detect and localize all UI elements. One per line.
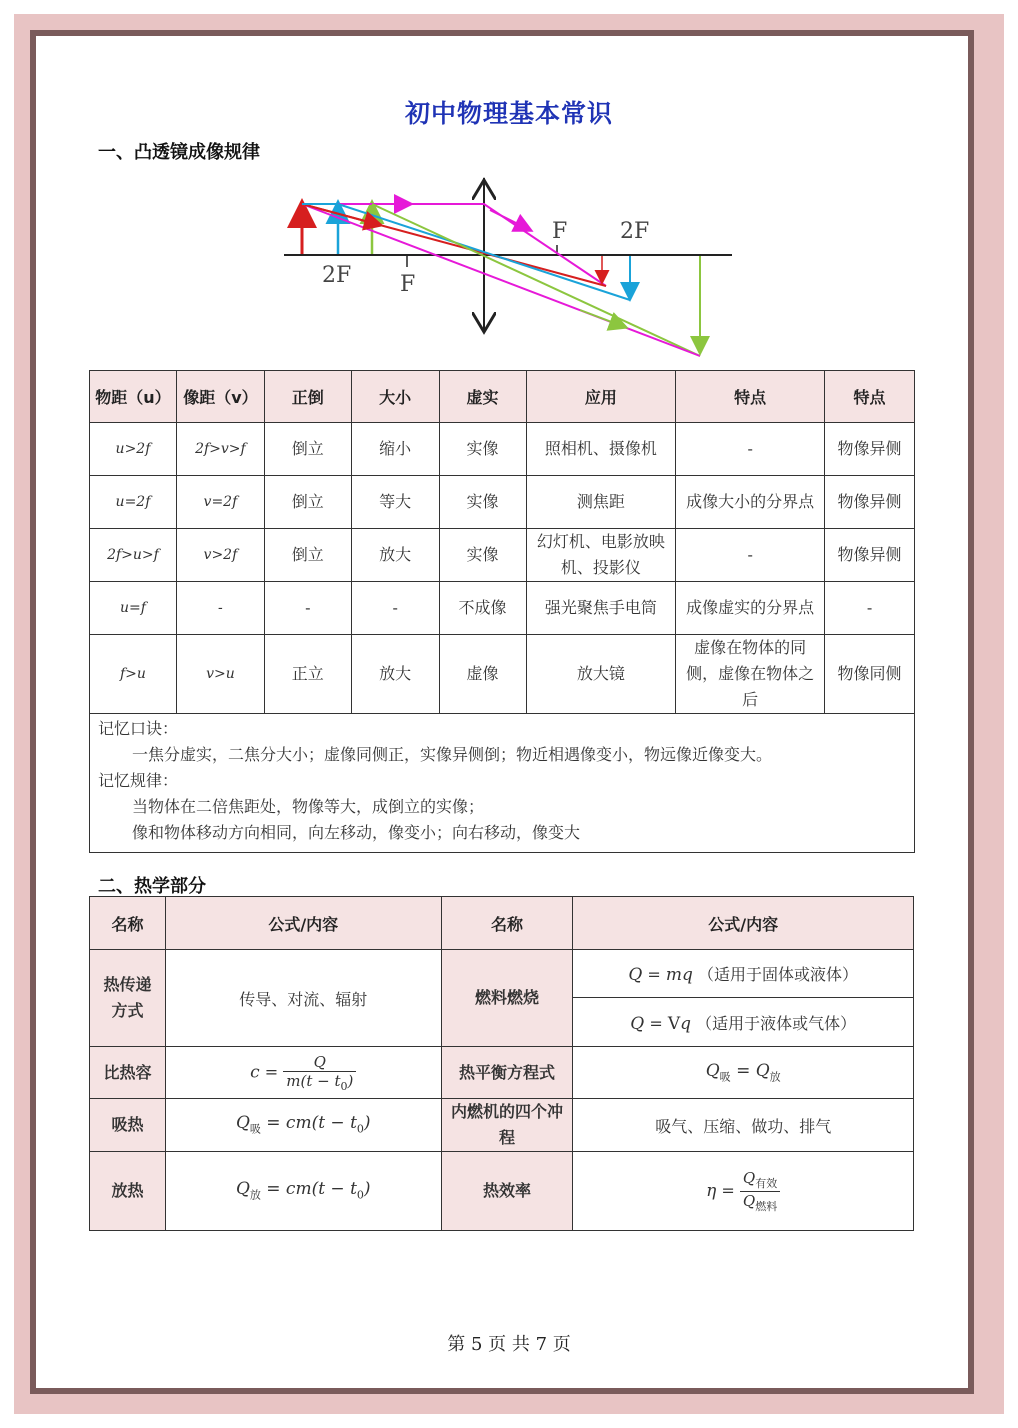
table-row (90, 476, 915, 529)
absorb-heat-name: 吸热 (90, 1099, 166, 1152)
header-cell: 公式/内容 (165, 897, 441, 950)
header-cell: 物距（u） (90, 371, 177, 423)
table-cell: v=2f (176, 476, 264, 529)
label-f-left: F (400, 272, 416, 297)
page-title: 初中物理基本常识 (404, 99, 613, 128)
heat-transfer-content: 传导、对流、辐射 (165, 950, 441, 1047)
table-cell: 成像虚实的分界点 (676, 582, 825, 635)
table-cell: 虚像 (439, 635, 526, 714)
table-cell: 实像 (439, 476, 526, 529)
table-header-row (90, 897, 914, 950)
rule-line-2: 像和物体移动方向相同，向左移动，像变小；向右移动，像变大 (132, 823, 581, 842)
table-cell: 正立 (264, 635, 351, 714)
header-cell: 大小 (351, 371, 439, 423)
table-cell: u=2f (90, 476, 177, 529)
table-cell: 成像大小的分界点 (676, 476, 825, 529)
table-cell: 虚像在物体的同侧，虚像在物体之后 (676, 635, 825, 714)
table-cell: u=f (90, 582, 177, 635)
table-cell: 测焦距 (526, 476, 676, 529)
label-2f-right: 2F (620, 219, 650, 244)
release-heat-name: 放热 (90, 1152, 166, 1231)
table-cell: - (825, 582, 915, 635)
table-cell: 2f>u>f (90, 529, 177, 582)
table-cell: 倒立 (264, 476, 351, 529)
table-row (90, 635, 915, 714)
table-row (90, 1099, 914, 1152)
engine-strokes-content: 吸气、压缩、做功、排气 (573, 1099, 914, 1152)
absorb-heat-formula: $Q_吸 = cm(t - t_0)$ (165, 1099, 441, 1152)
table-row (90, 423, 915, 476)
header-cell: 正倒 (264, 371, 351, 423)
table-cell: 物像异侧 (825, 529, 915, 582)
table-cell: 放大镜 (526, 635, 676, 714)
table-row (90, 950, 914, 998)
table-row (90, 1047, 914, 1099)
specific-heat-formula: c = $\frac{Q}{m(t - t_0)}$ (165, 1047, 441, 1099)
label-f-right: F (552, 219, 568, 244)
table-cell: 等大 (351, 476, 439, 529)
table-cell: 缩小 (351, 423, 439, 476)
section-heading-lens: 一、凸透镜成像规律 (98, 142, 260, 163)
page-number-footer: 第 5 页 共 7 页 (447, 1334, 571, 1355)
fuel-formula-mass: Q = mq （适用于固体或液体） (573, 950, 914, 998)
table-cell: 实像 (439, 423, 526, 476)
fuel-combustion-name: 燃料燃烧 (441, 950, 573, 1047)
heat-balance-name: 热平衡方程式 (441, 1047, 573, 1099)
heat-transfer-name: 热传递方式 (90, 950, 166, 1047)
heat-balance-formula: $Q_吸 = Q_放$ (573, 1047, 914, 1099)
header-cell: 名称 (90, 897, 166, 950)
thermal-efficiency-name: 热效率 (441, 1152, 573, 1231)
table-cell: 2f>v>f (176, 423, 264, 476)
table-cell: 物像异侧 (825, 476, 915, 529)
table-cell: v>u (176, 635, 264, 714)
header-cell: 像距（v） (176, 371, 264, 423)
lens-ray-diagram (280, 170, 740, 360)
table-cell: v>2f (176, 529, 264, 582)
memory-notes-row (90, 714, 915, 853)
table-cell: 放大 (351, 635, 439, 714)
table-cell: - (351, 582, 439, 635)
table-header-row (90, 371, 915, 423)
header-cell: 特点 (676, 371, 825, 423)
table-row (90, 582, 915, 635)
header-cell: 公式/内容 (573, 897, 914, 950)
table-cell: - (676, 423, 825, 476)
engine-strokes-name: 内燃机的四个冲程 (441, 1099, 573, 1152)
label-2f-left: 2F (322, 263, 352, 288)
table-cell: 强光聚焦手电筒 (526, 582, 676, 635)
table-cell: 幻灯机、电影放映机、投影仪 (526, 529, 676, 582)
table-cell: - (264, 582, 351, 635)
table-cell: f>u (90, 635, 177, 714)
release-heat-formula: $Q_放 = cm(t - t_0)$ (165, 1152, 441, 1231)
table-cell: 物像同侧 (825, 635, 915, 714)
fuel-formula-volume: Q = Vq （适用于液体或气体） (573, 998, 914, 1047)
rule-label: 记忆规律： (98, 771, 179, 790)
table-cell: 物像异侧 (825, 423, 915, 476)
lens-imaging-table (89, 370, 915, 853)
rule-line-1: 当物体在二倍焦距处，物像等大，成倒立的实像； (132, 797, 485, 816)
header-cell: 虚实 (439, 371, 526, 423)
header-cell: 应用 (526, 371, 676, 423)
table-cell: - (676, 529, 825, 582)
ray-green-center (372, 204, 700, 356)
memory-notes (90, 714, 915, 853)
table-cell: - (176, 582, 264, 635)
table-cell: 倒立 (264, 423, 351, 476)
table-cell: 实像 (439, 529, 526, 582)
mnemonic-label: 记忆口诀： (98, 719, 179, 738)
table-cell: 不成像 (439, 582, 526, 635)
header-cell: 特点 (825, 371, 915, 423)
heat-formula-table (89, 896, 914, 1231)
header-cell: 名称 (441, 897, 573, 950)
thermal-efficiency-formula: η = $\frac{Q_{有效}}{Q_{燃料}}$ (573, 1152, 914, 1231)
table-row (90, 1152, 914, 1231)
section-heading-heat: 二、热学部分 (98, 876, 206, 897)
table-cell: 放大 (351, 529, 439, 582)
table-cell: u>2f (90, 423, 177, 476)
specific-heat-name: 比热容 (90, 1047, 166, 1099)
table-row (90, 529, 915, 582)
table-cell: 照相机、摄像机 (526, 423, 676, 476)
table-cell: 倒立 (264, 529, 351, 582)
mnemonic-text: 一焦分虚实，二焦分大小；虚像同侧正，实像异侧倒；物近相遇像变小，物远像近像变大。 (132, 745, 773, 764)
